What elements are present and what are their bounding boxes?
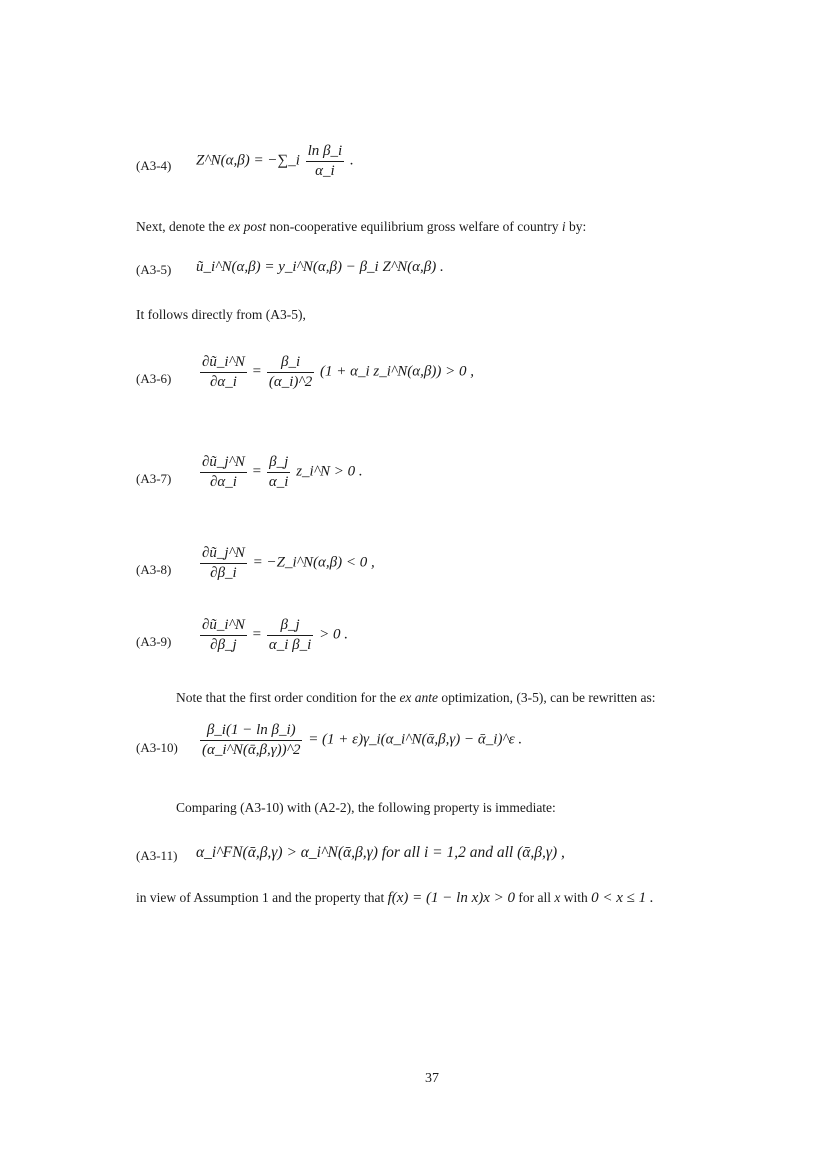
eq-label-a3-10: (A3-10) bbox=[136, 740, 178, 755]
eq-a3-8-lhs-fraction bbox=[200, 544, 247, 583]
p5-formula: f(x) = (1 − ln x)x > 0 bbox=[387, 890, 515, 906]
paragraph-follows: It follows directly from (A3-5), bbox=[136, 307, 306, 322]
p3-text-b: ex ante bbox=[399, 690, 439, 705]
eq-a3-10-tail: = (1 + ε)γ_i(α_i^N(ᾱ,β,γ) − ᾱ_i)^ε . bbox=[308, 731, 523, 748]
p5-text-c: for all bbox=[518, 890, 551, 905]
eq-a3-9-rhs-fraction bbox=[267, 616, 313, 655]
eq-a3-10-den: (α_i^N(ᾱ,β,γ))^2 bbox=[202, 741, 301, 758]
eq-a3-6-lhs-den: ∂α_i bbox=[209, 373, 237, 390]
eq-a3-7-rhs-den: α_i bbox=[268, 473, 289, 490]
paragraph-assumption bbox=[136, 890, 654, 907]
eq-label-a3-9: (A3-9) bbox=[136, 634, 172, 649]
eq-a3-9-lhs-num: ∂ũ_i^N bbox=[200, 616, 247, 636]
eq-a3-4-numerator: ln β_i bbox=[306, 142, 345, 162]
eq-a3-9-rhs-den: α_i β_i bbox=[268, 636, 312, 653]
eq-a3-4-lhs: Z^N(α,β) = −∑_i bbox=[196, 152, 300, 169]
eq-a3-8-lhs-num: ∂ũ_j^N bbox=[200, 544, 247, 564]
p5-text-a: in view of Assumption 1 and the property that bbox=[136, 890, 385, 905]
equation-a3-4 bbox=[196, 142, 354, 181]
equation-a3-9: $\frac{\partial ũ\_i\^{}N}{\partial\beta\_j}$ = $\frac{\beta\_j}{\text{α\_i β\_i}}$ > 0 . bbox=[202, 617, 348, 653]
p3-text-a: Note that the first order condition for the bbox=[176, 690, 400, 705]
equation-a3-5: ũ_i^N(α,β) = y_i^N(α,β) − β_i Z^N(α,β) . bbox=[196, 259, 444, 275]
equation-a3-11: α_i^FN(ᾱ,β,γ) > α_i^N(ᾱ,β,γ) for all i = 1,2 and all (ᾱ,β,γ) , bbox=[196, 844, 565, 861]
eq-a3-6-rhs-den: (α_i)^2 bbox=[268, 373, 313, 390]
eq-a3-7-lhs-num: ∂ũ_j^N bbox=[200, 453, 247, 473]
eq-a3-9-lhs-fraction bbox=[200, 616, 247, 655]
eq-a3-9-tail: > 0 . bbox=[319, 626, 348, 643]
p5-condition: 0 < x ≤ 1 . bbox=[591, 890, 654, 906]
eq-a3-4-fraction bbox=[306, 142, 345, 181]
page-number: 37 bbox=[425, 1071, 439, 1086]
p5-text-e: with bbox=[563, 890, 588, 905]
p5-text-d: x bbox=[554, 890, 561, 905]
eq-a3-7-lhs-fraction bbox=[200, 453, 247, 492]
eq-label-a3-6: (A3-6) bbox=[136, 371, 172, 386]
eq-a3-8-lhs-den: ∂β_i bbox=[210, 564, 237, 581]
eq-a3-10-num: β_i(1 − ln β_i) bbox=[200, 721, 302, 741]
eq-a3-7-lhs-den: ∂α_i bbox=[209, 473, 237, 490]
eq-a3-7-tail: z_i^N > 0 . bbox=[296, 463, 363, 480]
eq-a3-6-lhs-num: ∂ũ_i^N bbox=[200, 353, 247, 373]
p1-text-a: Next, denote the bbox=[136, 219, 229, 234]
eq-label-a3-7: (A3-7) bbox=[136, 471, 172, 486]
eq-a3-6-rhs-num: β_i bbox=[267, 353, 314, 373]
paragraph-comparing: Comparing (A3-10) with (A2-2), the following property is immediate: bbox=[176, 800, 556, 815]
equation-a3-6: $\frac{\partial ũ\_i\^{}N}{\partial\alpha\_i}$ = $\frac{\beta\_i}{(\alpha\_i)\^{}2}$ (1 + α_i z_i^N(α,β)) > 0 , bbox=[202, 354, 474, 390]
eq-label-a3-4: (A3-4) bbox=[136, 158, 172, 173]
equation-a3-8 bbox=[198, 544, 375, 583]
eq-a3-8-tail: = −Z_i^N(α,β) < 0 , bbox=[252, 554, 375, 571]
eq-a3-9-rhs-num: β_j bbox=[267, 616, 313, 636]
p3-text-c: optimization, (3-5), can be rewritten as: bbox=[438, 690, 656, 705]
eq-a3-6-tail: (1 + α_i z_i^N(α,β)) > 0 , bbox=[320, 363, 474, 380]
p1-text-d: i bbox=[561, 219, 566, 234]
p1-text-e: by: bbox=[565, 219, 587, 234]
p1-text-b: ex post bbox=[228, 219, 267, 234]
eq-a3-7-rhs-num: β_j bbox=[267, 453, 291, 473]
equation-a3-10 bbox=[198, 721, 522, 760]
eq-a3-4-tail: . bbox=[349, 152, 354, 169]
eq-label-a3-8: (A3-8) bbox=[136, 562, 172, 577]
paragraph-ex-post bbox=[136, 219, 586, 235]
equation-a3-7: $\frac{\partial ũ\_j\^{}N}{\partial\alpha\_i}$ = $\frac{\beta\_j}{\alpha\_i}$ z_i^N > 0 . bbox=[202, 454, 363, 490]
p1-text-c: non-cooperative equilibrium gross welfare of country bbox=[266, 219, 562, 234]
eq-label-a3-11: (A3-11) bbox=[136, 848, 178, 863]
paragraph-first-order bbox=[176, 690, 655, 706]
eq-a3-4-denominator: α_i bbox=[315, 162, 335, 179]
eq-a3-7-rhs-fraction bbox=[267, 453, 291, 492]
eq-a3-9-lhs-den: ∂β_j bbox=[210, 636, 237, 653]
eq-a3-6-lhs-fraction bbox=[200, 353, 247, 392]
eq-a3-6-rhs-fraction bbox=[267, 353, 314, 392]
eq-label-a3-5: (A3-5) bbox=[136, 262, 172, 277]
eq-a3-10-fraction bbox=[200, 721, 302, 760]
